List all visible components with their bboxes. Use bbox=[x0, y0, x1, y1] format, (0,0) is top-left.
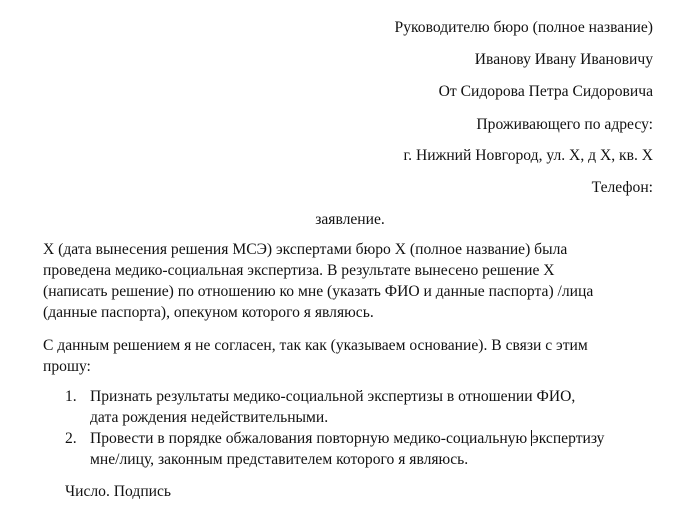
sender-address: г. Нижний Новгород, ул. Х, д Х, кв. Х bbox=[403, 147, 653, 164]
list-item-number: 2. bbox=[65, 430, 77, 447]
paragraph-line: прошу: bbox=[43, 358, 91, 375]
list-item-text: мне/лицу, законным представителем которого я являюсь. bbox=[90, 451, 469, 468]
addressee-name: Иванову Ивану Ивановичу bbox=[474, 51, 653, 68]
list-item-text-after-cursor: экспертизу bbox=[532, 430, 605, 447]
sender-phone-label: Телефон: bbox=[591, 179, 653, 196]
list-item-text bbox=[90, 428, 665, 449]
list-item-number: 1. bbox=[65, 388, 77, 405]
paragraph-line: (написать решение) по отношению ко мне (указать ФИО и данные паспорта) /лица bbox=[43, 283, 594, 300]
paragraph-line: С данным решением я не согласен, так как (указываем основание). В связи с этим bbox=[43, 337, 588, 354]
requests-list bbox=[65, 386, 665, 470]
paragraph-line: Х (дата вынесения решения МСЭ) экспертами бюро Х (полное название) была bbox=[43, 241, 568, 258]
paragraph-line: проведена медико-социальная экспертиза. В результате вынесено решение Х bbox=[43, 262, 555, 279]
paragraph-line: (данные паспорта), опекуном которого я являюсь. bbox=[43, 304, 374, 321]
list-item bbox=[65, 386, 665, 428]
sender-name: От Сидорова Петра Сидоровича bbox=[438, 83, 653, 100]
paragraph-disagreement bbox=[43, 335, 663, 377]
addressee-title: Руководителю бюро (полное название) bbox=[394, 19, 653, 36]
list-item-text-before-cursor: Провести в порядке обжалования повторную медико-социальную bbox=[90, 430, 532, 447]
paragraph-decision bbox=[43, 239, 663, 323]
sender-address-label: Проживающего по адресу: bbox=[476, 116, 653, 133]
list-item-text: Признать результаты медико-социальной экспертизы в отношении ФИО, bbox=[90, 388, 576, 405]
list-item bbox=[65, 428, 665, 470]
list-item-text: дата рождения недействительными. bbox=[90, 409, 329, 426]
document-title: заявление. bbox=[315, 211, 385, 228]
signature-line: Число. Подпись bbox=[65, 483, 172, 500]
